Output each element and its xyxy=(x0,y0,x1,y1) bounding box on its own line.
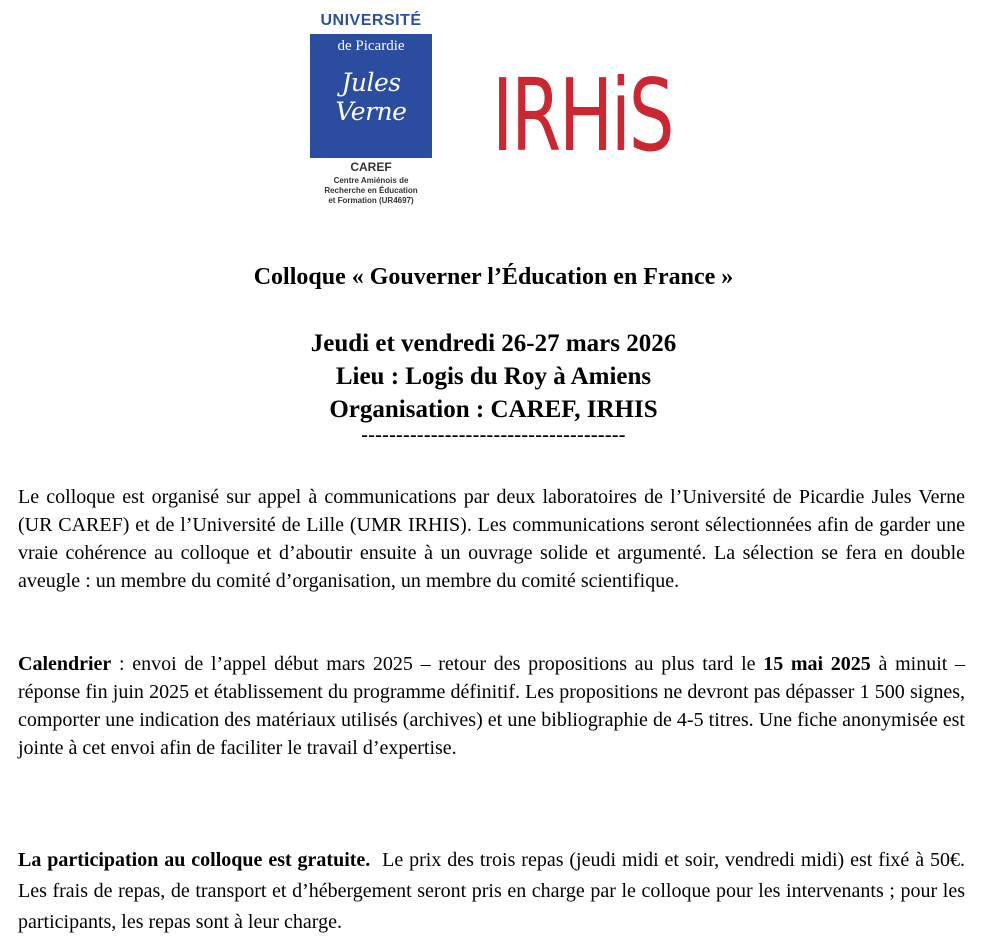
participation-paragraph xyxy=(18,845,971,938)
calendar-text-b: à minuit – réponse fin juin 2025 et établissement du programme définitif. Les propositions ne devront pas dépasser 1 500 signes, comporter une indication des matériaux utilisés (archives) et une bibliographie de 4-5 titres. Une fiche anonymisée est jointe à cet envoi afin de faciliter le travail d’expertise. xyxy=(18,653,966,759)
university-logo-subtitle: de Picardie xyxy=(337,38,405,54)
calendar-deadline: 15 mai 2025 xyxy=(763,653,871,675)
participation-text: Le prix des trois repas (jeudi midi et soir, vendredi midi) est fixé à 50€. Les frais de repas, de transport et d’hébergement seront pris en charge par le colloque pour les intervenants ; pour les participants, les repas sont à leur charge. xyxy=(18,849,971,933)
university-logo-title: UNIVERSITÉ xyxy=(320,12,422,29)
calendar-paragraph xyxy=(18,650,965,762)
intro-paragraph: Le colloque est organisé sur appel à communications par deux laboratoires de l’Université de Picardie Jules Verne (UR CAREF) et de l’Université de Lille (UMR IRHIS). Les communications seront sélectionnées afin de garder une vraie cohérence au colloque et d’aboutir ensuite à un ouvrage solide et argumenté. La sélection se fera en double aveugle : un membre du comité d’organisation, un membre du comité scientifique. xyxy=(18,486,965,592)
irhis-logo: IRHiS xyxy=(492,57,673,174)
calendar-text-a: : envoi de l’appel début mars 2025 – retour des propositions au plus tard le xyxy=(111,653,764,675)
page-title: Colloque « Gouverner l’Éducation en France » xyxy=(253,264,734,290)
caref-line-2: Recherche en Éducation xyxy=(324,186,418,195)
caref-logo-description xyxy=(305,176,437,206)
separator-line: -------------------------------------- xyxy=(361,424,626,446)
event-date: Jeudi et vendredi 26-27 mars 2026 xyxy=(310,330,677,357)
event-place: Lieu : Logis du Roy à Amiens xyxy=(335,363,652,390)
university-logo xyxy=(310,34,432,158)
participation-label: La participation au colloque est gratuite. xyxy=(18,849,371,871)
event-organisation: Organisation : CAREF, IRHIS xyxy=(329,396,658,423)
university-logo-signature: Jules Verne xyxy=(335,68,407,126)
calendar-label: Calendrier xyxy=(18,653,112,675)
caref-logo-label: CAREF xyxy=(350,160,392,174)
caref-line-1: Centre Amiénois de xyxy=(333,176,409,185)
caref-line-3: et Formation (UR4697) xyxy=(328,196,414,205)
